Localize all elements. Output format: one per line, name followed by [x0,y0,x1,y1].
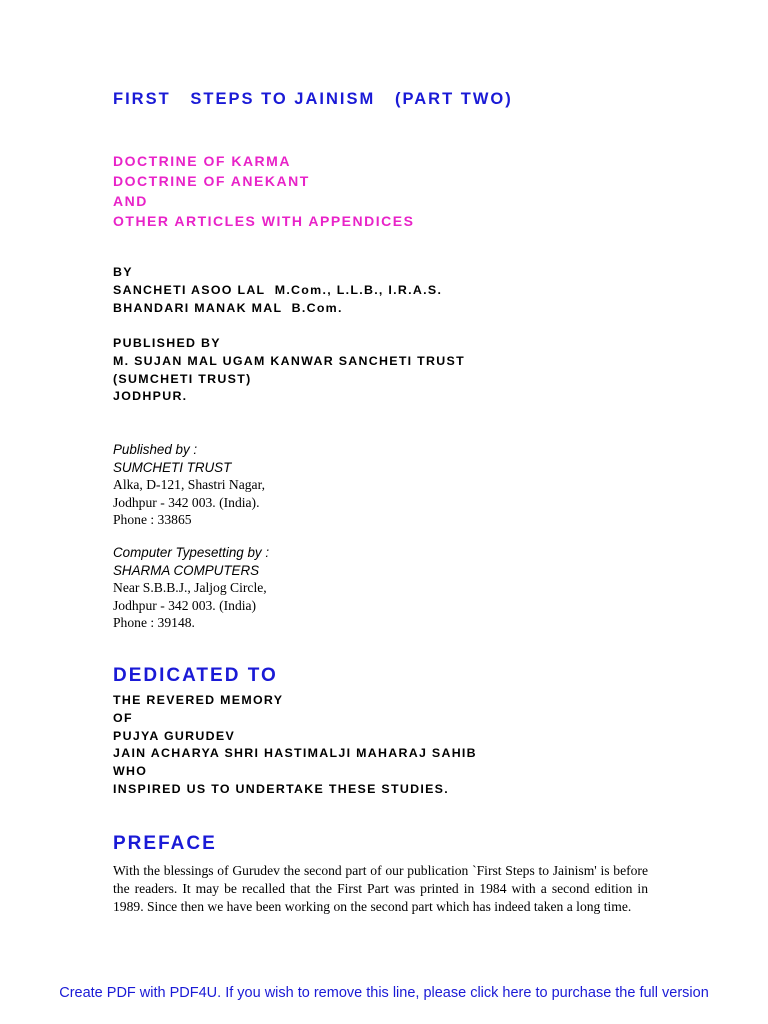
typesetting-name: SHARMA COMPUTERS [113,562,260,578]
preface-heading: PREFACE [113,833,217,854]
document-title: FIRST STEPS TO JAINISM (PART TWO) [113,90,513,108]
typesetting-label: Computer Typesetting by : [113,545,270,560]
dedication-line: THE REVERED MEMORY [113,693,284,707]
author-line: SANCHETI ASOO LAL M.Com., L.L.B., I.R.A.S. [113,282,443,297]
author-line: BHANDARI MANAK MAL B.Com. [113,300,343,315]
subtitle-line: AND [113,193,148,209]
dedication-block [113,692,477,799]
subtitle-line: DOCTRINE OF ANEKANT [113,173,310,189]
published-by-label: PUBLISHED BY [113,336,221,350]
pdf-footer [0,985,768,1001]
preface-paragraph: With the blessings of Gurudev the second part of our publication `First Steps to Jainism' is before the readers. It may be recalled that the First Part was printed in 1984 with a second edition in 1989. Since then we have been working on the second part which has indeed taken a long time. [113,863,648,914]
typesetting-info-block [113,544,269,632]
published-by-block [113,335,465,406]
subtitle-list [113,151,414,231]
publisher-info-block [113,441,265,529]
dedication-line: OF [113,710,133,725]
dedication-heading: DEDICATED TO [113,665,278,686]
purchase-link[interactable]: Create PDF with PDF4U. If you wish to remove this line, please click here to purchase the full version [59,985,709,1001]
publisher-address: Alka, D-121, Shastri Nagar, [113,477,265,492]
dedication-line: PUJYA GURUDEV [113,728,236,743]
publisher-line: M. SUJAN MAL UGAM KANWAR SANCHETI TRUST [113,353,465,368]
dedication-line: INSPIRED US TO UNDERTAKE THESE STUDIES. [113,781,449,796]
publisher-info-label: Published by : [113,442,198,457]
subtitle-line: OTHER ARTICLES WITH APPENDICES [113,213,415,229]
subtitle-line: DOCTRINE OF KARMA [113,153,291,169]
publisher-phone: Phone : 33865 [113,512,192,527]
publisher-address: Jodhpur - 342 003. (India). [113,494,260,510]
typesetting-address: Near S.B.B.J., Jaljog Circle, [113,580,267,595]
publisher-info-name: SUMCHETI TRUST [113,459,232,475]
by-label: BY [113,265,133,279]
typesetting-address: Jodhpur - 342 003. (India) [113,597,257,613]
publisher-line: JODHPUR. [113,389,188,404]
publisher-line: (SUMCHETI TRUST) [113,371,252,386]
authors-block [113,264,442,317]
dedication-line: JAIN ACHARYA SHRI HASTIMALJI MAHARAJ SAHIB [113,746,477,761]
dedication-line: WHO [113,764,148,779]
typesetting-phone: Phone : 39148. [113,615,195,630]
